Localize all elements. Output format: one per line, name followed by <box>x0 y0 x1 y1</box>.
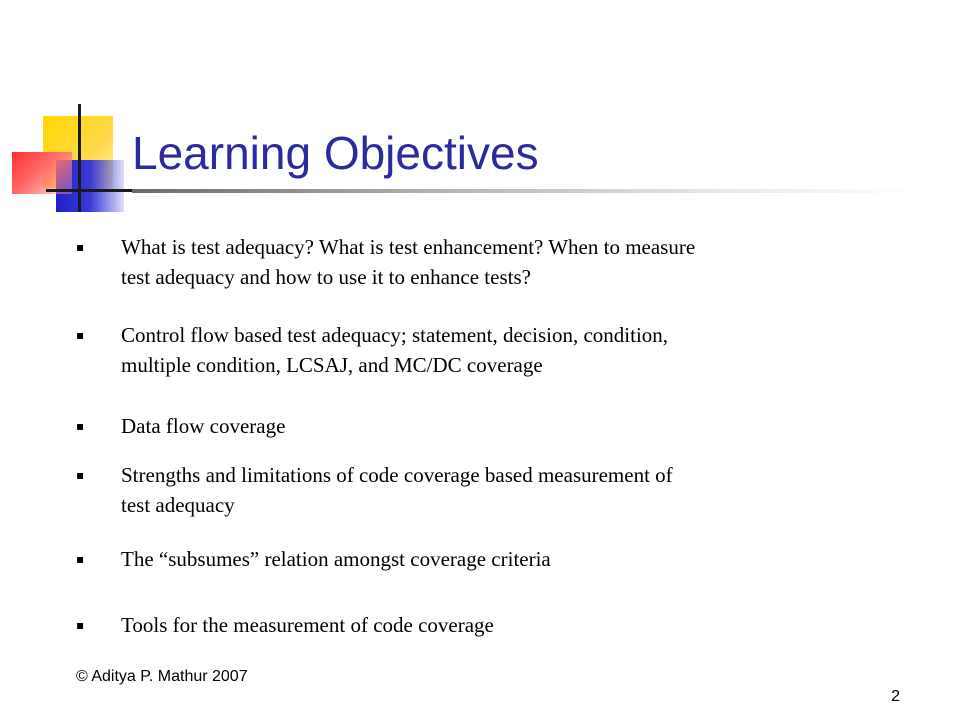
bullet-text <box>121 232 861 292</box>
bullet-line: Strengths and limitations of code coverage based measurement of <box>121 463 673 487</box>
copyright-footer: © Aditya P. Mathur 2007 <box>76 668 248 685</box>
bullet-text <box>121 544 861 574</box>
page-number: 2 <box>891 688 900 705</box>
bullet-line: Tools for the measurement of code coverage <box>121 613 494 637</box>
bullet-line: Data flow coverage <box>121 414 286 438</box>
bullet-text <box>121 610 861 640</box>
bullet-line: The “subsumes” relation amongst coverage criteria <box>121 547 551 571</box>
bullet-line: Control flow based test adequacy; statement, decision, condition, <box>121 323 669 347</box>
square-bullet-icon: ▪ <box>76 618 85 632</box>
square-bullet-icon: ▪ <box>76 419 85 433</box>
square-bullet-icon: ▪ <box>76 240 85 254</box>
square-bullet-icon: ▪ <box>76 328 85 342</box>
square-bullet-icon: ▪ <box>76 468 85 482</box>
bullet-text <box>121 320 861 380</box>
bullet-line: test adequacy and how to use it to enhance tests? <box>121 265 531 289</box>
slide-title: Learning Objectives <box>132 127 539 179</box>
square-bullet-icon: ▪ <box>76 552 85 566</box>
bullet-text <box>121 460 861 520</box>
bullet-line: multiple condition, LCSAJ, and MC/DC coverage <box>121 353 543 377</box>
bullet-line: What is test adequacy? What is test enhancement? When to measure <box>121 235 696 259</box>
bullet-text <box>121 411 861 441</box>
bullet-line: test adequacy <box>121 493 235 517</box>
